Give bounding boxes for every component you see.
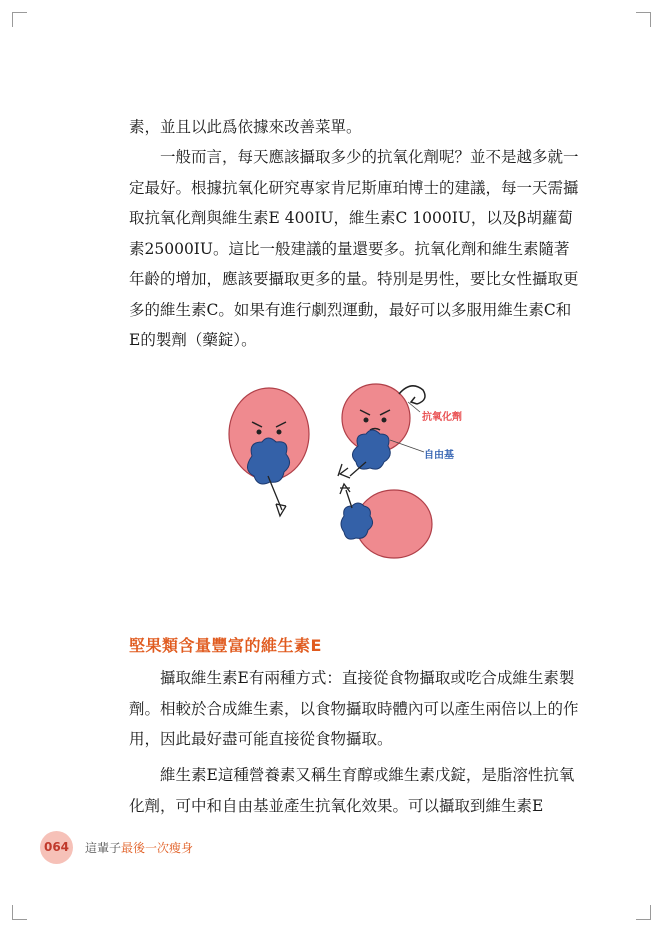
- free-radical-right-top: [338, 430, 390, 478]
- crop-mark-top-right: [636, 12, 651, 27]
- book-title: [85, 839, 193, 856]
- crop-mark-bottom-right: [636, 905, 651, 920]
- crop-mark-bottom-left: [12, 905, 27, 920]
- label-antioxidant: 抗氧化劑: [422, 412, 462, 423]
- antioxidant-illustration: [224, 376, 462, 561]
- page-footer: [40, 830, 193, 864]
- paragraph-3: 攝取維生素E有兩種方式：直接從食物攝取或吃合成維生素製劑。相較於合成維生素，以食物攝取時體內可以產生兩倍以上的作用，因此最好盡可能直接從食物攝取。: [129, 669, 579, 748]
- paragraph-1: 素，並且以此爲依據來改善菜單。: [129, 118, 362, 136]
- paragraph-2: 一般而言，每天應該攝取多少的抗氧化劑呢？並不是越多就一定最好。根據抗氧化研究專家肯尼斯庫珀博士的建議，每一天需攝取抗氧化劑與維生素E 400IU，維生素C 1000IU，以及β胡蘿蔔素25000IU。這比一般建議的量還要多。抗氧化劑和維生素隨著年齡的增加，應該要攝取更多的量。特別是男性，要比女性攝取更多的維生素C。如果有進行劇烈運動，最好可以多服用維生素C和E的製劑（藥錠）。: [129, 148, 579, 349]
- crop-mark-top-left: [12, 12, 27, 27]
- page-number-badge: 064: [40, 831, 73, 864]
- book-title-prefix: 這輩子: [85, 840, 122, 855]
- label-free-radical: 自由基: [424, 450, 454, 461]
- free-radical-right-bottom: [340, 484, 373, 539]
- section-heading: 堅果類含量豐富的維生素E: [129, 636, 322, 655]
- paragraph-4: 維生素E這種營養素又稱生育醇或維生素戊錠，是脂溶性抗氧化劑，可中和自由基並產生抗氧化效果。可以攝取到維生素E: [129, 766, 575, 815]
- book-title-highlight: 最後一次瘦身: [121, 840, 194, 855]
